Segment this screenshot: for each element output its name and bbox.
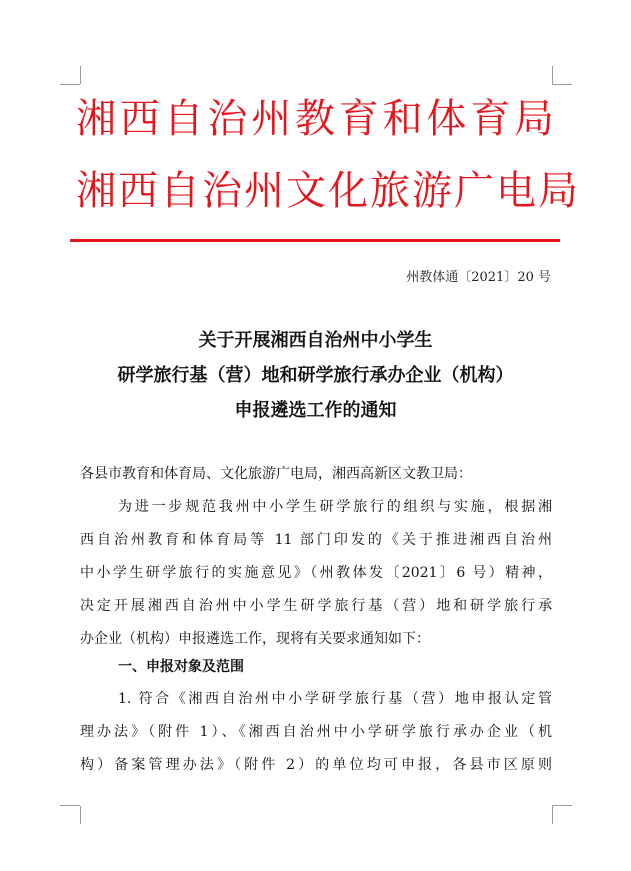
red-header-rule bbox=[70, 239, 560, 242]
crop-mark-line bbox=[552, 805, 572, 806]
crop-mark-line bbox=[80, 806, 81, 824]
item-line: 理办法》（附件 1）、《湘西自治州中小学研学旅行承办企业（机 bbox=[80, 724, 552, 740]
crop-mark-line bbox=[552, 806, 553, 824]
document-title-line-3: 申报遴选工作的通知 bbox=[234, 400, 397, 421]
document-number: 州教体通〔2021〕20 号 bbox=[406, 270, 551, 285]
intro-line: 中小学生研学旅行的实施意见》（州教体发〔2021〕6 号）精神， bbox=[80, 565, 552, 581]
crop-mark-line bbox=[552, 66, 553, 84]
crop-mark-line bbox=[552, 84, 572, 85]
document-title-line-1: 关于开展湘西自治州中小学生 bbox=[198, 330, 433, 351]
issuer-line-education: 湘西自治州教育和体育局 bbox=[76, 96, 556, 142]
crop-mark-line bbox=[60, 805, 80, 806]
issuer-line-culture-tourism: 湘西自治州文化旅游广电局 bbox=[76, 168, 580, 214]
intro-line: 为进一步规范我州中小学生研学旅行的组织与实施，根据湘 bbox=[118, 499, 552, 515]
intro-line: 决定开展湘西自治州中小学生研学旅行基（营）地和研学旅行承 bbox=[80, 598, 552, 614]
section-heading: 一、申报对象及范围 bbox=[118, 659, 244, 675]
crop-mark-line bbox=[80, 66, 81, 84]
item-line: 构）备案管理办法》（附件 2）的单位均可申报，各县市区原则 bbox=[80, 757, 552, 773]
document-title-line-2: 研学旅行基（营）地和研学旅行承办企业（机构） bbox=[117, 365, 514, 386]
intro-line: 办企业（机构）申报遴选工作，现将有关要求通知如下： bbox=[80, 631, 430, 647]
crop-mark-line bbox=[60, 84, 80, 85]
addressee: 各县市教育和体育局、文化旅游广电局，湘西高新区文教卫局： bbox=[80, 466, 472, 482]
intro-line: 西自治州教育和体育局等 11 部门印发的《关于推进湘西自治州 bbox=[80, 532, 552, 548]
item-line: 1. 符合《湘西自治州中小学研学旅行基（营）地申报认定管 bbox=[118, 691, 552, 707]
